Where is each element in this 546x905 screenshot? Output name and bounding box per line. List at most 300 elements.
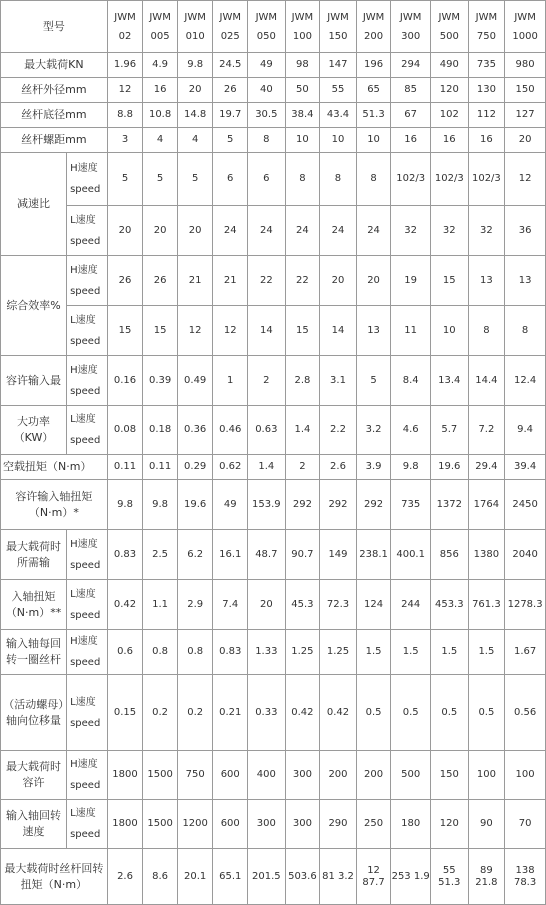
value-cell: 65.1 [213, 849, 248, 905]
value-cell: 12 87.7 [356, 849, 391, 905]
efficiency-h-row [1, 256, 546, 306]
value-cell: 4.6 [391, 406, 431, 455]
value-cell: 153.9 [248, 480, 286, 530]
value-cell: 138 78.3 [505, 849, 546, 905]
value-cell: 55 [320, 78, 357, 103]
value-cell: 9.8 [177, 53, 213, 78]
value-cell: 12 [213, 306, 248, 356]
row-label: 综合效率% [1, 256, 67, 356]
value-cell: 1.1 [143, 580, 178, 630]
value-cell: 1 [213, 356, 248, 406]
value-cell: 6 [213, 153, 248, 206]
value-cell: 6 [248, 153, 286, 206]
value-cell: 150 [505, 78, 546, 103]
value-cell: 2.5 [143, 530, 178, 580]
spec-row [1, 128, 546, 153]
value-cell: 8 [468, 306, 505, 356]
value-cell: 4 [143, 128, 178, 153]
value-cell: 0.11 [143, 455, 178, 480]
value-cell: 5 [356, 356, 391, 406]
value-cell: 9.8 [143, 480, 178, 530]
value-cell: 150 [430, 751, 468, 800]
reduction-l-row [1, 206, 546, 256]
value-cell: 292 [320, 480, 357, 530]
value-cell: 149 [320, 530, 357, 580]
value-cell: 400 [248, 751, 286, 800]
value-cell: 2450 [505, 480, 546, 530]
value-cell: 8 [356, 153, 391, 206]
value-cell: 5 [177, 153, 213, 206]
row-label: 最大载荷时丝杆回转扭矩（N·m） [1, 849, 108, 905]
value-cell: 600 [213, 751, 248, 800]
value-cell: 2.6 [320, 455, 357, 480]
value-cell: 1800 [107, 751, 143, 800]
value-cell: 0.5 [430, 675, 468, 751]
value-cell: 0.18 [143, 406, 178, 455]
spec-table-body [1, 1, 546, 905]
value-cell: 200 [356, 751, 391, 800]
value-cell: 20 [107, 206, 143, 256]
value-cell: 12 [177, 306, 213, 356]
value-cell: 26 [213, 78, 248, 103]
value-cell: 19 [391, 256, 431, 306]
value-cell: 1.25 [320, 630, 357, 675]
value-cell: 500 [391, 751, 431, 800]
value-cell: 49 [248, 53, 286, 78]
value-cell: 16 [143, 78, 178, 103]
value-cell: 0.08 [107, 406, 143, 455]
value-cell: 0.21 [213, 675, 248, 751]
value-cell: 8.8 [107, 103, 143, 128]
value-cell: 3.9 [356, 455, 391, 480]
value-cell: 16 [430, 128, 468, 153]
speed-label-h: H速度speed [67, 256, 108, 306]
value-cell: 11 [391, 306, 431, 356]
value-cell: 2.8 [285, 356, 320, 406]
value-cell: 5 [107, 153, 143, 206]
row-label: 丝杆外径mm [1, 78, 108, 103]
value-cell: 13 [505, 256, 546, 306]
model-header-cell [391, 1, 431, 53]
value-cell: 0.16 [107, 356, 143, 406]
value-cell: 90 [468, 800, 505, 849]
value-cell: 20.1 [177, 849, 213, 905]
value-cell: 0.39 [143, 356, 178, 406]
value-cell: 503.6 [285, 849, 320, 905]
value-cell: 300 [248, 800, 286, 849]
value-cell: 12 [505, 153, 546, 206]
model-series: JWM [475, 11, 498, 23]
row-label-top: 输入轴每回转一圈丝杆 [1, 630, 67, 675]
speed-label-l: L速度speed [67, 406, 108, 455]
value-cell: 3.1 [320, 356, 357, 406]
value-cell: 81 3.2 [320, 849, 357, 905]
value-cell: 2.2 [320, 406, 357, 455]
value-cell: 201.5 [248, 849, 286, 905]
row-label: 容许输入轴扭矩（N·m）* [1, 480, 108, 530]
value-cell: 244 [391, 580, 431, 630]
value-cell: 130 [468, 78, 505, 103]
value-cell: 1200 [177, 800, 213, 849]
model-number: 050 [256, 30, 276, 42]
model-series: JWM [327, 11, 349, 23]
value-cell: 761.3 [468, 580, 505, 630]
model-number: 100 [292, 30, 312, 42]
value-cell: 20 [320, 256, 357, 306]
value-cell: 13 [468, 256, 505, 306]
value-cell: 30.5 [248, 103, 286, 128]
value-cell: 50 [285, 78, 320, 103]
value-cell: 32 [468, 206, 505, 256]
value-cell: 3 [107, 128, 143, 153]
value-cell: 300 [285, 800, 320, 849]
value-cell: 0.36 [177, 406, 213, 455]
value-cell: 0.15 [107, 675, 143, 751]
value-cell: 0.62 [213, 455, 248, 480]
value-cell: 14 [320, 306, 357, 356]
value-cell: 21 [213, 256, 248, 306]
value-cell: 1.5 [356, 630, 391, 675]
value-cell: 8.4 [391, 356, 431, 406]
value-cell: 0.83 [107, 530, 143, 580]
value-cell: 8.6 [143, 849, 178, 905]
input_torque-h-row [1, 530, 546, 580]
value-cell: 1.4 [248, 455, 286, 480]
value-cell: 196 [356, 53, 391, 78]
value-cell: 19.7 [213, 103, 248, 128]
value-cell: 453.3 [430, 580, 468, 630]
speed-label-l: L速度speed [67, 580, 108, 630]
value-cell: 70 [505, 800, 546, 849]
value-cell: 98 [285, 53, 320, 78]
value-cell: 0.42 [320, 675, 357, 751]
value-cell: 15 [430, 256, 468, 306]
value-cell: 10 [430, 306, 468, 356]
value-cell: 65 [356, 78, 391, 103]
value-cell: 24 [320, 206, 357, 256]
value-cell: 22 [248, 256, 286, 306]
value-cell: 250 [356, 800, 391, 849]
speed-label-h: H速度speed [67, 751, 108, 800]
model-header-cell [248, 1, 286, 53]
row-label-bottom: 入轴扭矩（N·m）** [1, 580, 67, 630]
speed-label-h: H速度speed [67, 153, 108, 206]
value-cell: 24 [356, 206, 391, 256]
max_power-h-row [1, 356, 546, 406]
value-cell: 2 [248, 356, 286, 406]
value-cell: 15 [107, 306, 143, 356]
value-cell: 14.4 [468, 356, 505, 406]
value-cell: 0.8 [177, 630, 213, 675]
speed-label-l: L速度speed [67, 306, 108, 356]
value-cell: 0.2 [143, 675, 178, 751]
value-cell: 124 [356, 580, 391, 630]
value-cell: 238.1 [356, 530, 391, 580]
value-cell: 1380 [468, 530, 505, 580]
max_power-l-row [1, 406, 546, 455]
value-cell: 43.4 [320, 103, 357, 128]
value-cell: 1500 [143, 751, 178, 800]
model-number: 500 [439, 30, 459, 42]
spec-row [1, 78, 546, 103]
value-cell: 5 [143, 153, 178, 206]
model-header-cell [468, 1, 505, 53]
value-cell: 9.8 [107, 480, 143, 530]
screw_torque-row [1, 849, 546, 905]
model-series: JWM [149, 11, 171, 23]
model-series: JWM [184, 11, 206, 23]
value-cell: 180 [391, 800, 431, 849]
model-header-cell [143, 1, 178, 53]
model-header-cell [356, 1, 391, 53]
value-cell: 0.5 [356, 675, 391, 751]
model-number: 200 [364, 30, 384, 42]
value-cell: 16 [468, 128, 505, 153]
row-label-bottom: 大功率（KW） [1, 406, 67, 455]
value-cell: 856 [430, 530, 468, 580]
value-cell: 147 [320, 53, 357, 78]
value-cell: 200 [320, 751, 357, 800]
value-cell: 8 [248, 128, 286, 153]
value-cell: 24.5 [213, 53, 248, 78]
value-cell: 14 [248, 306, 286, 356]
value-cell: 0.29 [177, 455, 213, 480]
efficiency-l-row [1, 306, 546, 356]
value-cell: 0.49 [177, 356, 213, 406]
row-label-bottom: （活动螺母）轴向位移量 [1, 675, 67, 751]
value-cell: 38.4 [285, 103, 320, 128]
axial_move-h-row [1, 630, 546, 675]
value-cell: 1.33 [248, 630, 286, 675]
value-cell: 13 [356, 306, 391, 356]
value-cell: 19.6 [430, 455, 468, 480]
value-cell: 26 [107, 256, 143, 306]
value-cell: 8 [320, 153, 357, 206]
value-cell: 2 [285, 455, 320, 480]
value-cell: 0.2 [177, 675, 213, 751]
model-series: JWM [362, 11, 385, 23]
value-cell: 5.7 [430, 406, 468, 455]
idle_torque-row [1, 455, 546, 480]
value-cell: 290 [320, 800, 357, 849]
value-cell: 0.6 [107, 630, 143, 675]
value-cell: 400.1 [391, 530, 431, 580]
value-cell: 29.4 [468, 455, 505, 480]
model-series: JWM [219, 11, 241, 23]
value-cell: 490 [430, 53, 468, 78]
axial_move-l-row [1, 675, 546, 751]
speed-label-h: H速度speed [67, 356, 108, 406]
model-series: JWM [514, 11, 536, 23]
value-cell: 2.6 [107, 849, 143, 905]
value-cell: 292 [356, 480, 391, 530]
value-cell: 55 51.3 [430, 849, 468, 905]
value-cell: 600 [213, 800, 248, 849]
value-cell: 750 [177, 751, 213, 800]
value-cell: 16 [391, 128, 431, 153]
value-cell: 20 [248, 580, 286, 630]
value-cell: 90.7 [285, 530, 320, 580]
value-cell: 9.4 [505, 406, 546, 455]
value-cell: 0.42 [107, 580, 143, 630]
value-cell: 1.4 [285, 406, 320, 455]
value-cell: 20 [505, 128, 546, 153]
value-cell: 735 [468, 53, 505, 78]
value-cell: 20 [356, 256, 391, 306]
value-cell: 6.2 [177, 530, 213, 580]
input_speed-l-row [1, 800, 546, 849]
value-cell: 16.1 [213, 530, 248, 580]
allowable_torque-row [1, 480, 546, 530]
value-cell: 12.4 [505, 356, 546, 406]
spec-row [1, 103, 546, 128]
value-cell: 102/3 [468, 153, 505, 206]
value-cell: 100 [468, 751, 505, 800]
value-cell: 1.25 [285, 630, 320, 675]
model-header-label: 型号 [1, 1, 108, 53]
value-cell: 19.6 [177, 480, 213, 530]
value-cell: 15 [143, 306, 178, 356]
value-cell: 1500 [143, 800, 178, 849]
row-label: 减速比 [1, 153, 67, 256]
model-header-cell [107, 1, 143, 53]
value-cell: 89 21.8 [468, 849, 505, 905]
model-header-cell [285, 1, 320, 53]
value-cell: 10.8 [143, 103, 178, 128]
input_torque-l-row [1, 580, 546, 630]
value-cell: 7.4 [213, 580, 248, 630]
value-cell: 1.67 [505, 630, 546, 675]
value-cell: 1.5 [430, 630, 468, 675]
model-header-cell [430, 1, 468, 53]
value-cell: 0.5 [391, 675, 431, 751]
value-cell: 72.3 [320, 580, 357, 630]
speed-label-l: L速度speed [67, 675, 108, 751]
value-cell: 45.3 [285, 580, 320, 630]
value-cell: 1.96 [107, 53, 143, 78]
row-label: 丝杆底径mm [1, 103, 108, 128]
value-cell: 127 [505, 103, 546, 128]
value-cell: 0.42 [285, 675, 320, 751]
value-cell: 4.9 [143, 53, 178, 78]
value-cell: 1764 [468, 480, 505, 530]
value-cell: 102/3 [391, 153, 431, 206]
value-cell: 300 [285, 751, 320, 800]
speed-label-h: H速度speed [67, 630, 108, 675]
speed-label-l: L速度speed [67, 206, 108, 256]
value-cell: 0.46 [213, 406, 248, 455]
value-cell: 1.5 [391, 630, 431, 675]
value-cell: 2.9 [177, 580, 213, 630]
value-cell: 0.63 [248, 406, 286, 455]
value-cell: 3.2 [356, 406, 391, 455]
value-cell: 85 [391, 78, 431, 103]
value-cell: 120 [430, 78, 468, 103]
model-number: 300 [401, 30, 421, 42]
value-cell: 0.56 [505, 675, 546, 751]
value-cell: 253 1.9 [391, 849, 431, 905]
value-cell: 20 [177, 206, 213, 256]
value-cell: 32 [391, 206, 431, 256]
model-number: 025 [220, 30, 240, 42]
value-cell: 294 [391, 53, 431, 78]
spec-row [1, 53, 546, 78]
value-cell: 24 [285, 206, 320, 256]
model-series: JWM [399, 11, 422, 23]
model-series: JWM [114, 11, 136, 23]
value-cell: 67 [391, 103, 431, 128]
value-cell: 49 [213, 480, 248, 530]
value-cell: 24 [248, 206, 286, 256]
value-cell: 735 [391, 480, 431, 530]
value-cell: 48.7 [248, 530, 286, 580]
value-cell: 10 [356, 128, 391, 153]
model-number: 02 [118, 30, 132, 42]
value-cell: 21 [177, 256, 213, 306]
value-cell: 980 [505, 53, 546, 78]
model-header-cell [213, 1, 248, 53]
row-label-top: 最大载荷时容许 [1, 751, 67, 800]
value-cell: 20 [143, 206, 178, 256]
value-cell: 0.8 [143, 630, 178, 675]
model-number: 010 [185, 30, 205, 42]
row-label-bottom: 输入轴回转速度 [1, 800, 67, 849]
value-cell: 102/3 [430, 153, 468, 206]
speed-label-l: L速度speed [67, 800, 108, 849]
value-cell: 22 [285, 256, 320, 306]
value-cell: 292 [285, 480, 320, 530]
row-label: 丝杆螺距mm [1, 128, 108, 153]
model-header-cell [320, 1, 357, 53]
value-cell: 8 [285, 153, 320, 206]
row-label: 空载扭矩（N·m） [1, 455, 108, 480]
value-cell: 2040 [505, 530, 546, 580]
value-cell: 10 [320, 128, 357, 153]
value-cell: 5 [213, 128, 248, 153]
model-number: 150 [328, 30, 348, 42]
value-cell: 7.2 [468, 406, 505, 455]
value-cell: 0.11 [107, 455, 143, 480]
model-header-cell [505, 1, 546, 53]
value-cell: 39.4 [505, 455, 546, 480]
speed-label-h: H速度speed [67, 530, 108, 580]
value-cell: 13.4 [430, 356, 468, 406]
row-label-top: 最大载荷时所需输 [1, 530, 67, 580]
value-cell: 0.5 [468, 675, 505, 751]
value-cell: 12 [107, 78, 143, 103]
value-cell: 8 [505, 306, 546, 356]
model-number: 1000 [512, 30, 538, 42]
value-cell: 4 [177, 128, 213, 153]
model-number: 005 [150, 30, 170, 42]
reduction-h-row [1, 153, 546, 206]
value-cell: 0.83 [213, 630, 248, 675]
value-cell: 32 [430, 206, 468, 256]
value-cell: 1.5 [468, 630, 505, 675]
value-cell: 9.8 [391, 455, 431, 480]
value-cell: 24 [213, 206, 248, 256]
value-cell: 120 [430, 800, 468, 849]
value-cell: 36 [505, 206, 546, 256]
value-cell: 26 [143, 256, 178, 306]
header-row [1, 1, 546, 53]
model-series: JWM [438, 11, 461, 23]
value-cell: 112 [468, 103, 505, 128]
value-cell: 40 [248, 78, 286, 103]
model-header-cell [177, 1, 213, 53]
model-number: 750 [476, 30, 496, 42]
value-cell: 51.3 [356, 103, 391, 128]
